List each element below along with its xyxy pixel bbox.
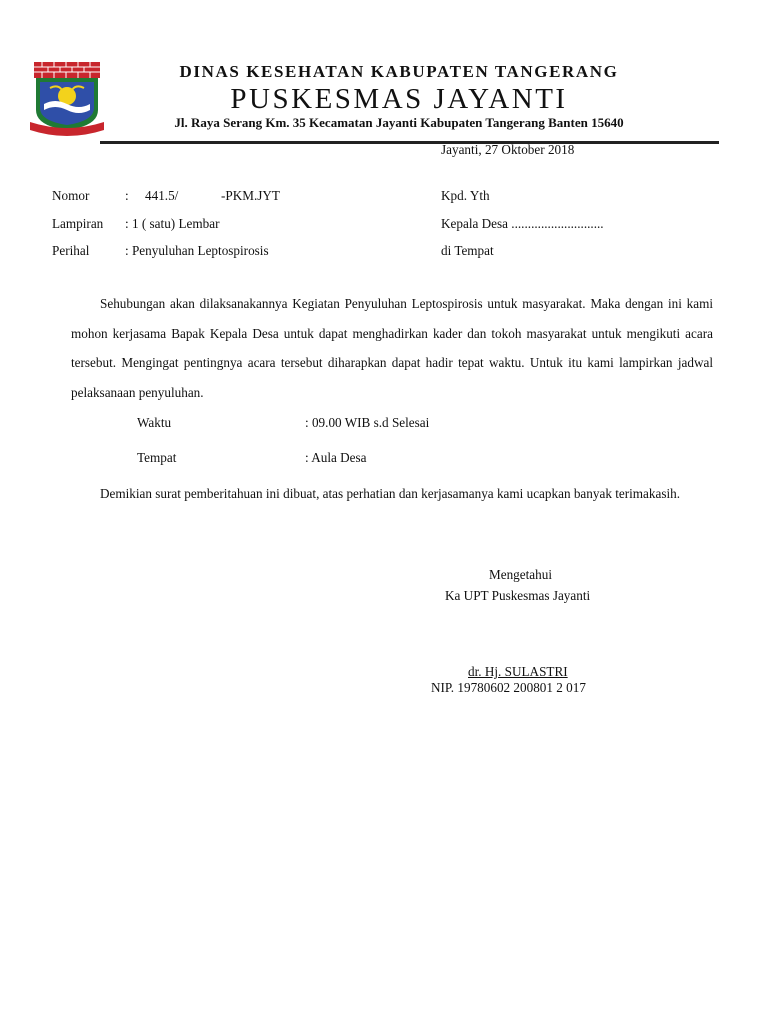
nomor-label: Nomor (52, 188, 90, 203)
perihal-label: Perihal (52, 243, 90, 258)
signatory-nip: NIP. 19780602 200801 2 017 (431, 680, 586, 695)
letter-date: Jayanti, 27 Oktober 2018 (441, 142, 575, 157)
nomor-separator: : (125, 188, 129, 203)
recipient-title: Kepala Desa ............................ (441, 216, 604, 231)
tempat-value: : Aula Desa (305, 450, 367, 465)
puskesmas-name: PUSKESMAS JAYANTI (230, 83, 568, 115)
letterhead-divider (100, 141, 719, 144)
lampiran-value: : 1 ( satu) Lembar (125, 216, 220, 231)
nomor-suffix: -PKM.JYT (221, 188, 280, 203)
body-paragraph: Sehubungan akan dilaksanakannya Kegiatan Penyuluhan Leptospirosis untuk masyarakat. Maka dengan ini kami mohon kerjasama Bapak Kepala Desa untuk dapat menghadirkan kader dan tokoh masyarakat untuk mengikuti acara tersebut. Mengingat pentingnya acara tersebut diharapkan dapat hadir tepat waktu. Untuk itu kami lampirkan jadwal pelaksanaan penyuluhan. (71, 296, 713, 400)
recipient-greeting: Kpd. Yth (441, 188, 490, 203)
puskesmas-address: Jl. Raya Serang Km. 35 Kecamatan Jayanti Kabupaten Tangerang Banten 15640 (174, 115, 624, 130)
waktu-value: : 09.00 WIB s.d Selesai (305, 415, 430, 430)
signature-known: Mengetahui (489, 567, 552, 582)
closing-paragraph: Demikian surat pemberitahuan ini dibuat, atas perhatian dan kerjasamanya kami ucapkan banyak terimakasih. (100, 486, 681, 501)
waktu-label: Waktu (137, 415, 172, 430)
lampiran-label: Lampiran (52, 216, 104, 231)
tempat-label: Tempat (137, 450, 177, 465)
perihal-value: : Penyuluhan Leptospirosis (125, 243, 269, 258)
recipient-place: di Tempat (441, 243, 494, 258)
nomor-value: 441.5/ (145, 188, 179, 203)
signatory-name: dr. Hj. SULASTRI (468, 664, 568, 679)
signature-position: Ka UPT Puskesmas Jayanti (445, 588, 591, 603)
agency-name: DINAS KESEHATAN KABUPATEN TANGERANG (179, 62, 619, 81)
